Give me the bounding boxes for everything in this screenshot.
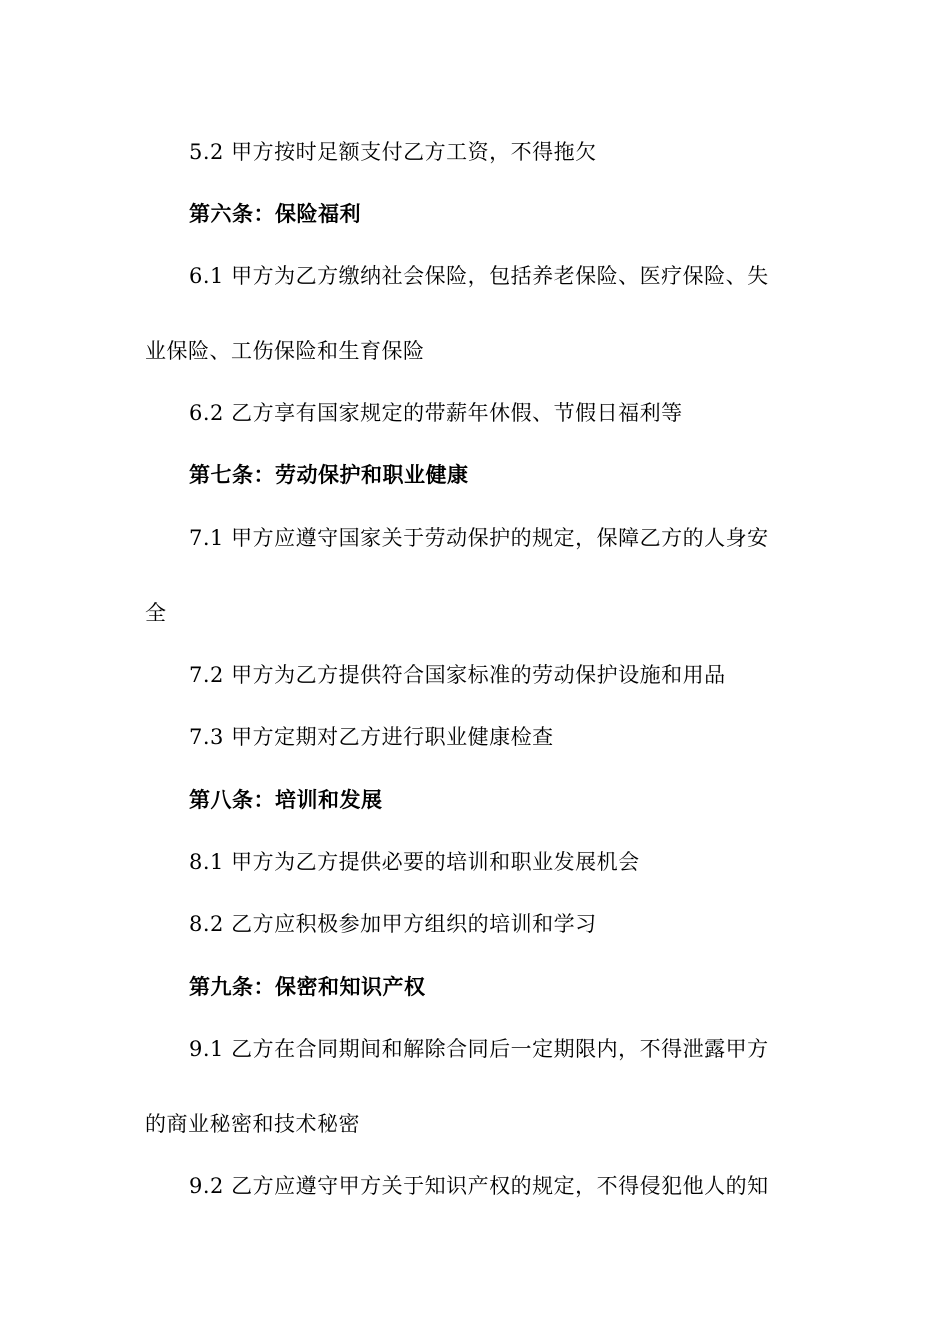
clause-6-1-line-1: 6.1 甲方为乙方缴纳社会保险，包括养老保险、医疗保险、失 <box>189 264 769 288</box>
clause-8-2: 8.2 乙方应积极参加甲方组织的培训和学习 <box>189 912 597 936</box>
clause-9-2-line-1: 9.2 乙方应遵守甲方关于知识产权的规定，不得侵犯他人的知 <box>189 1174 769 1198</box>
clause-6-1-line-2: 业保险、工伤保险和生育保险 <box>145 339 425 363</box>
clause-8-1: 8.1 甲方为乙方提供必要的培训和职业发展机会 <box>189 850 640 874</box>
clause-9-1-line-1: 9.1 乙方在合同期间和解除合同后一定期限内，不得泄露甲方 <box>189 1037 769 1061</box>
clause-5-2: 5.2 甲方按时足额支付乙方工资，不得拖欠 <box>189 140 597 164</box>
article-9-heading: 第九条：保密和知识产权 <box>189 974 426 999</box>
clause-7-3: 7.3 甲方定期对乙方进行职业健康检查 <box>189 725 554 749</box>
clause-7-1-line-2: 全 <box>145 601 167 625</box>
clause-6-2: 6.2 乙方享有国家规定的带薪年休假、节假日福利等 <box>189 401 683 425</box>
article-8-heading: 第八条：培训和发展 <box>189 787 383 812</box>
article-6-heading: 第六条：保险福利 <box>189 201 361 226</box>
article-7-heading: 第七条：劳动保护和职业健康 <box>189 462 469 487</box>
clause-7-2: 7.2 甲方为乙方提供符合国家标准的劳动保护设施和用品 <box>189 663 726 687</box>
clause-9-1-line-2: 的商业秘密和技术秘密 <box>145 1112 360 1136</box>
clause-7-1-line-1: 7.1 甲方应遵守国家关于劳动保护的规定，保障乙方的人身安 <box>189 526 769 550</box>
